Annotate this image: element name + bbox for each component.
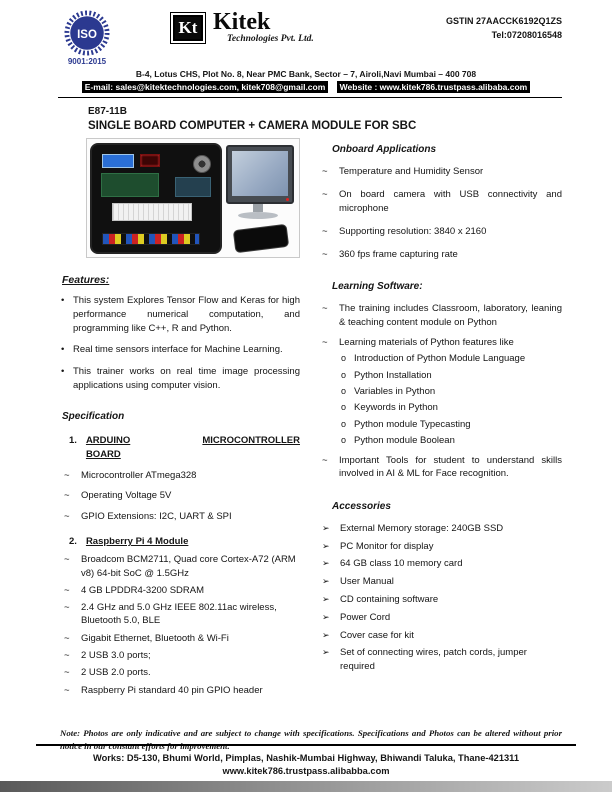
footer-divider: [36, 744, 576, 746]
kit-pcb-board: [101, 173, 159, 197]
learning-item: ~ Learning materials of Python features like: [318, 336, 562, 349]
content-columns: [0, 138, 612, 697]
brand-tagline: Technologies Pvt. Ltd.: [227, 34, 314, 45]
brand-name: Kitek: [213, 9, 271, 35]
feature-item: • This system Explores Tensor Flow and Keras for high performance numerical computation, and programming like C++, R and Python.: [60, 294, 300, 335]
product-photo: [86, 138, 300, 258]
brand-text: [213, 10, 314, 45]
footer-works-address: Works: D5-130, Bhumi World, Pimplas, Nashik-Mumbai Highway, Bhiwandi Taluka, Thane-421311: [92, 753, 520, 763]
spec-item: ~ Raspberry Pi standard 40 pin GPIO header: [60, 684, 300, 697]
onboard-item: ~ Temperature and Humidity Sensor: [318, 165, 562, 178]
spec-section-raspberry-pi: [60, 535, 300, 697]
model-number: E87-11B: [88, 106, 127, 117]
learning-software-list: [318, 302, 562, 480]
monitor-stand: [253, 204, 263, 212]
monitor-base: [238, 212, 278, 219]
monitor: [226, 145, 294, 204]
learning-item: ~ The training includes Classroom, laboratory, leaning & teaching content module on Python: [318, 302, 562, 329]
gstin-text: GSTIN 27AACCK6192Q1ZS: [445, 16, 562, 26]
spec-title-part: ARDUINO: [85, 434, 131, 446]
kit-camera-board: [175, 177, 211, 197]
learning-sub-item: o Keywords in Python: [318, 401, 562, 414]
spec-item: ~ Broadcom BCM2711, Quad core Cortex-A72 (ARM v8) 64-bit SoC @ 1.5GHz: [60, 553, 300, 580]
feature-item: • Real time sensors interface for Machine Learning.: [60, 343, 300, 357]
accessory-item: ➢ 64 GB class 10 memory card: [318, 557, 562, 570]
onboard-applications-heading: Onboard Applications: [332, 144, 437, 155]
learning-software-heading: Learning Software:: [332, 281, 423, 293]
header-contact: [446, 10, 562, 43]
spec-item: ~ Microcontroller ATmega328: [60, 469, 300, 482]
onboard-item: ~ 360 fps frame capturing rate: [318, 248, 562, 261]
accessory-item: ➢ Set of connecting wires, patch cords, jumper required: [318, 646, 562, 673]
ssd-drive: [233, 224, 289, 253]
spec-item: ~ 2 USB 3.0 ports;: [60, 649, 300, 662]
monitor-power-led: [286, 198, 289, 201]
kit-breadboard: [112, 203, 192, 221]
features-heading: Features:: [62, 274, 110, 286]
accessory-item: ➢ Power Cord: [318, 611, 562, 624]
spec-section-heading: [60, 434, 300, 463]
accessory-item: ➢ PC Monitor for display: [318, 540, 562, 553]
specification-heading: Specification: [62, 410, 125, 422]
email-links[interactable]: E-mail: sales@kitektechnologies.com, kitek708@gmail.com: [82, 81, 329, 93]
website-link[interactable]: Website : www.kitek786.trustpass.alibaba.com: [337, 81, 531, 93]
right-column: [318, 138, 562, 697]
learning-sub-item: o Introduction of Python Module Language: [318, 352, 562, 365]
spec-section-title: [86, 434, 300, 463]
footer: [0, 744, 612, 776]
contact-links-line: [0, 82, 612, 92]
spec-item: ~ 4 GB LPDDR4-3200 SDRAM: [60, 584, 300, 597]
kit-terminal-blocks: [102, 233, 200, 245]
spec-item: ~ Operating Voltage 5V: [60, 489, 300, 502]
spec-section-title: Raspberry Pi 4 Module: [85, 535, 189, 547]
iso-logo: [60, 10, 114, 66]
header-divider: [58, 97, 562, 98]
onboard-item: ~ On board camera with USB connectivity and microphone: [318, 188, 562, 215]
onboard-item: ~ Supporting resolution: 3840 x 2160: [318, 225, 562, 238]
header: [0, 0, 612, 66]
spec-section-number: 1.: [69, 434, 77, 446]
spec-item: ~ 2 USB 2.0 ports.: [60, 666, 300, 679]
feature-item: • This trainer works on real time image processing applications using computer vision.: [60, 365, 300, 393]
learning-sub-item: o Variables in Python: [318, 385, 562, 398]
accessories-list: [318, 522, 562, 673]
spec-item: ~ GPIO Extensions: I2C, UART & SPI: [60, 510, 300, 523]
accessories-heading: Accessories: [332, 500, 391, 512]
spec-item: ~ 2.4 GHz and 5.0 GHz IEEE 802.11ac wireless, Bluetooth 5.0, BLE: [60, 601, 300, 628]
spec-section-heading: [60, 535, 300, 549]
accessory-item: ➢ User Manual: [318, 575, 562, 588]
address-line: B-4, Lotus CHS, Plot No. 8, Near PMC Bank, Sector – 7, Airoli,Navi Mumbai – 400 708: [135, 69, 477, 79]
page-title: SINGLE BOARD COMPUTER + CAMERA MODULE FOR SBC: [88, 120, 417, 132]
spec-title-part: BOARD: [85, 448, 121, 460]
learning-item: ~ Important Tools for student to understand skills involved in AI & ML for Face recognition.: [318, 454, 562, 481]
page-edge-shadow: [0, 781, 612, 792]
learning-sub-item: o Python Installation: [318, 369, 562, 382]
spec-section-arduino: [60, 434, 300, 523]
accessory-item: ➢ External Memory storage: 240GB SSD: [318, 522, 562, 535]
iso-badge-icon: [64, 10, 110, 56]
left-column: [60, 138, 300, 697]
spec-title-part: MICROCONTROLLER: [202, 434, 300, 446]
onboard-applications-list: [318, 165, 562, 261]
accessory-item: ➢ Cover case for kit: [318, 629, 562, 642]
kitek-monogram: Kt: [170, 12, 206, 44]
learning-sub-item: o Python module Boolean: [318, 434, 562, 447]
monitor-screen: [232, 151, 288, 196]
iso-label: ISO: [77, 28, 97, 41]
kit-lcd-display: [102, 154, 134, 168]
kit-seven-segment: [140, 154, 160, 167]
spec-item: ~ Gigabit Ethernet, Bluetooth & Wi-Fi: [60, 632, 300, 645]
footer-website-link[interactable]: www.kitek786.trustpass.alibabba.com: [222, 766, 390, 776]
accessory-item: ➢ CD containing software: [318, 593, 562, 606]
trainer-kit: [90, 143, 222, 254]
iso-year: 9001:2015: [67, 57, 107, 66]
tel-text: Tel:07208016548: [491, 30, 562, 41]
kitek-logo: [170, 10, 314, 45]
learning-sub-item: o Python module Typecasting: [318, 418, 562, 431]
kit-speaker: [193, 155, 211, 173]
spec-section-number: 2.: [69, 535, 77, 547]
disclaimer-note: Note: Photos are only indicative and are subject to change with specifications. Specifications and Photos can be altered without prior notice in our constant efforts for improvement.: [60, 727, 562, 751]
